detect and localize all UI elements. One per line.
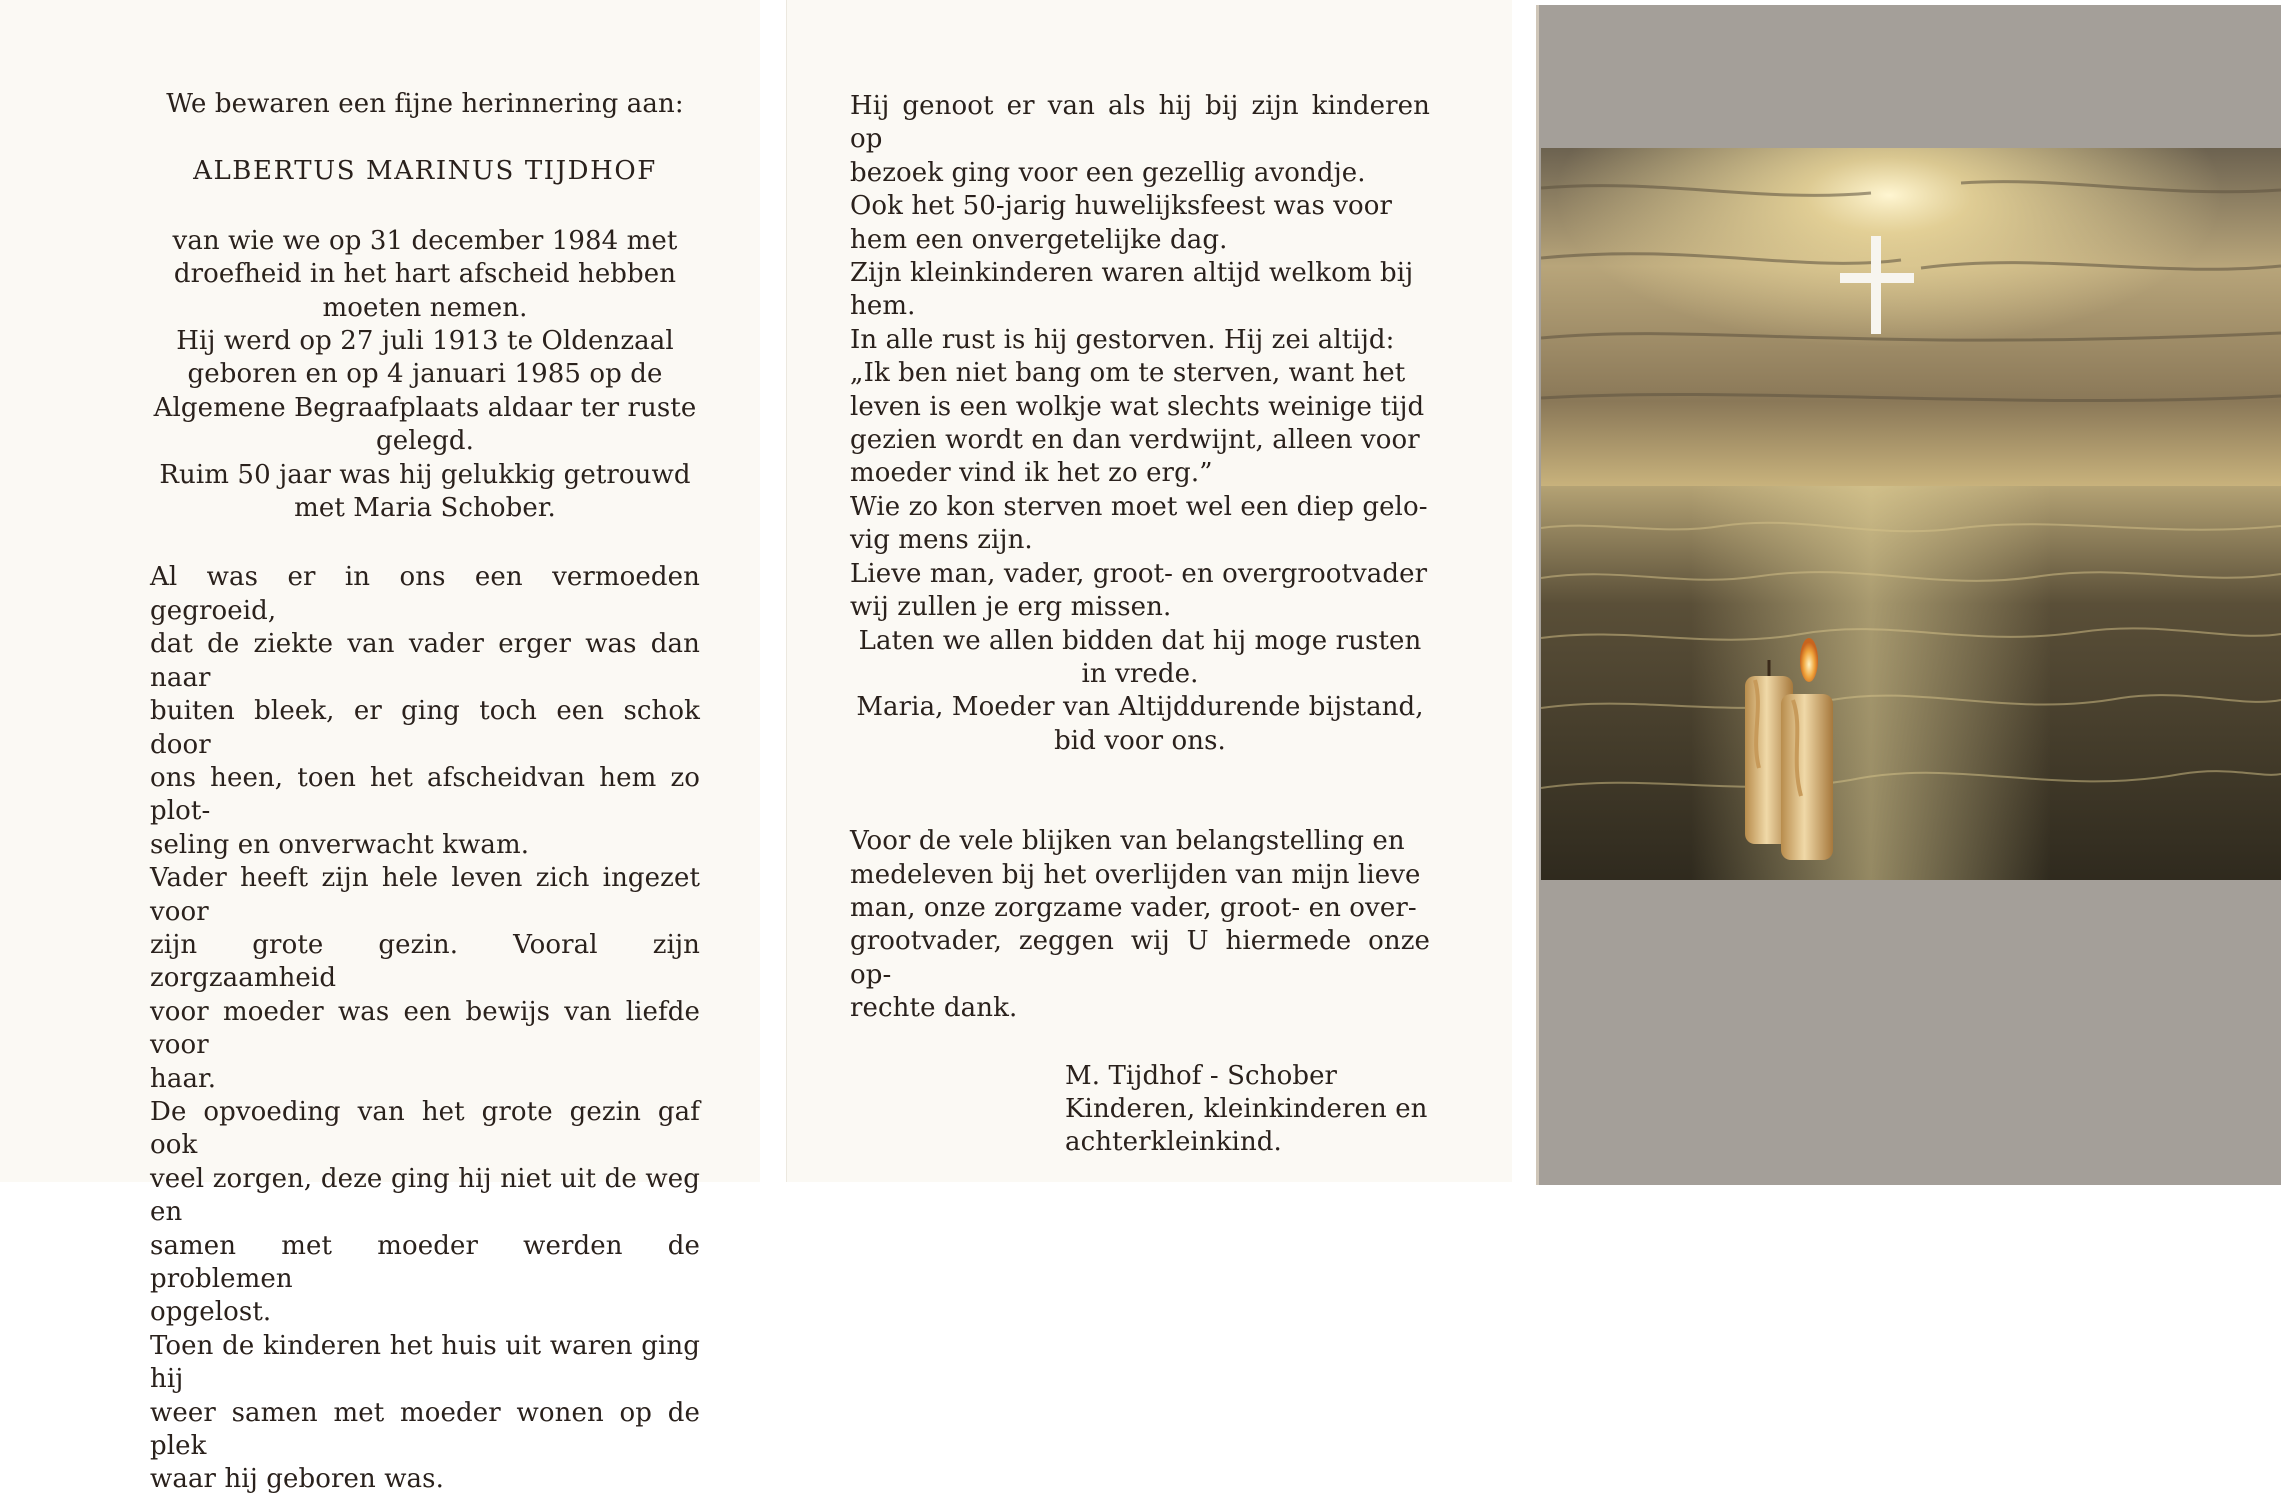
- thanks-line: Voor de vele blijken van belangstelling en: [850, 826, 1405, 857]
- thanks-line: medeleven bij het overlijden van mijn lieve: [850, 859, 1421, 890]
- signature-line: Kinderen, kleinkinderen en: [1065, 1093, 1428, 1124]
- story-line: samen met moeder werden de problemen: [150, 1230, 700, 1294]
- signature-line: M. Tijdhof - Schober: [1065, 1060, 1338, 1091]
- signature-line: achterkleinkind.: [1065, 1127, 1282, 1158]
- deceased-name: ALBERTUS MARINUS TIJDHOF: [193, 156, 657, 187]
- memory-line: wij zullen je erg missen.: [850, 592, 1172, 623]
- story-line: ons heen, toen het afscheidvan hem zo plot-: [150, 762, 700, 827]
- memory-line: hem een onvergetelijke dag.: [850, 224, 1228, 255]
- middle-page-text: [850, 90, 1430, 1160]
- memory-line: gezien wordt en dan verdwijnt, alleen voor: [850, 425, 1420, 456]
- story-line: Vader heeft zijn hele leven zich ingezet voor: [150, 863, 700, 927]
- story-line: opgelost.: [150, 1297, 272, 1328]
- notice-line: van wie we op 31 december 1984 met: [172, 225, 678, 256]
- prayer-line: Maria, Moeder van Altijddurende bijstand,: [856, 692, 1424, 723]
- story-line: seling en onverwacht kwam.: [150, 829, 530, 860]
- story-line: zijn grote gezin. Vooral zijn zorgzaamheid: [150, 929, 700, 994]
- memory-line: Zijn kleinkinderen waren altijd welkom bij: [850, 258, 1414, 289]
- story-line: weer samen met moeder wonen op de plek: [150, 1397, 700, 1462]
- left-page-text: [150, 88, 700, 1497]
- notice-line: gelegd.: [376, 426, 474, 457]
- memory-line: leven is een wolkje wat slechts weinige tijd: [850, 391, 1425, 422]
- story-line: veel zorgen, deze ging hij niet uit de weg en: [150, 1163, 700, 1228]
- notice-line: droefheid in het hart afscheid hebben: [173, 259, 677, 290]
- memory-line: „Ik ben niet bang om te sterven, want het: [850, 358, 1406, 389]
- sun-glow: [1541, 148, 2281, 486]
- notice-line: Ruim 50 jaar was hij gelukkig getrouwd: [159, 459, 691, 490]
- story-line: dat de ziekte van vader erger was dan naar: [150, 629, 700, 693]
- intro-line: We bewaren een fijne herinnering aan:: [166, 89, 684, 119]
- sunset-sea-photo: [1541, 148, 2281, 880]
- memory-line: Hij genoot er van als hij bij zijn kinderen op: [850, 91, 1430, 155]
- story-line: haar.: [150, 1063, 217, 1094]
- notice-line: moeten nemen.: [322, 292, 528, 323]
- thanks-line: man, onze zorgzame vader, groot- en over-: [850, 892, 1417, 923]
- story-line: Al was er in ons een vermoeden gegroeid,: [150, 562, 700, 626]
- prayer-line: in vrede.: [1081, 658, 1199, 689]
- thanks-line: rechte dank.: [850, 993, 1018, 1024]
- thanks-line: grootvader, zeggen wij U hiermede onze op-: [850, 926, 1430, 990]
- notice-line: Algemene Begraafplaats aldaar ter ruste: [153, 392, 697, 423]
- memory-line: Ook het 50-jarig huwelijksfeest was voor: [850, 191, 1393, 222]
- story-line: voor moeder was een bewijs van liefde voor: [150, 996, 700, 1061]
- memory-line: Lieve man, vader, groot- en overgrootvader: [850, 558, 1428, 589]
- story-line: De opvoeding van het grote gezin gaf ook: [150, 1096, 700, 1161]
- memory-line: moeder vind ik het zo erg.”: [850, 458, 1213, 489]
- notice-line: Hij werd op 27 juli 1913 te Oldenzaal: [176, 326, 674, 357]
- memory-line: vig mens zijn.: [850, 525, 1033, 556]
- notice-line: geboren en op 4 januari 1985 op de: [187, 359, 663, 390]
- prayer-line: Laten we allen bidden dat hij moge rusten: [858, 625, 1422, 656]
- memory-line: bezoek ging voor een gezellig avondje.: [850, 157, 1366, 188]
- story-line: Toen de kinderen het huis uit waren ging hij: [150, 1330, 700, 1395]
- notice-line: met Maria Schober.: [294, 493, 556, 524]
- story-line: buiten bleek, er ging toch een schok door: [150, 696, 700, 760]
- story-line: waar hij geboren was.: [150, 1464, 444, 1495]
- memory-line: Wie zo kon sterven moet wel een diep gelo-: [850, 491, 1428, 522]
- memory-line: hem.: [850, 291, 916, 322]
- prayer-line: bid voor ons.: [1054, 725, 1226, 756]
- memory-line: In alle rust is hij gestorven. Hij zei altijd:: [850, 324, 1395, 355]
